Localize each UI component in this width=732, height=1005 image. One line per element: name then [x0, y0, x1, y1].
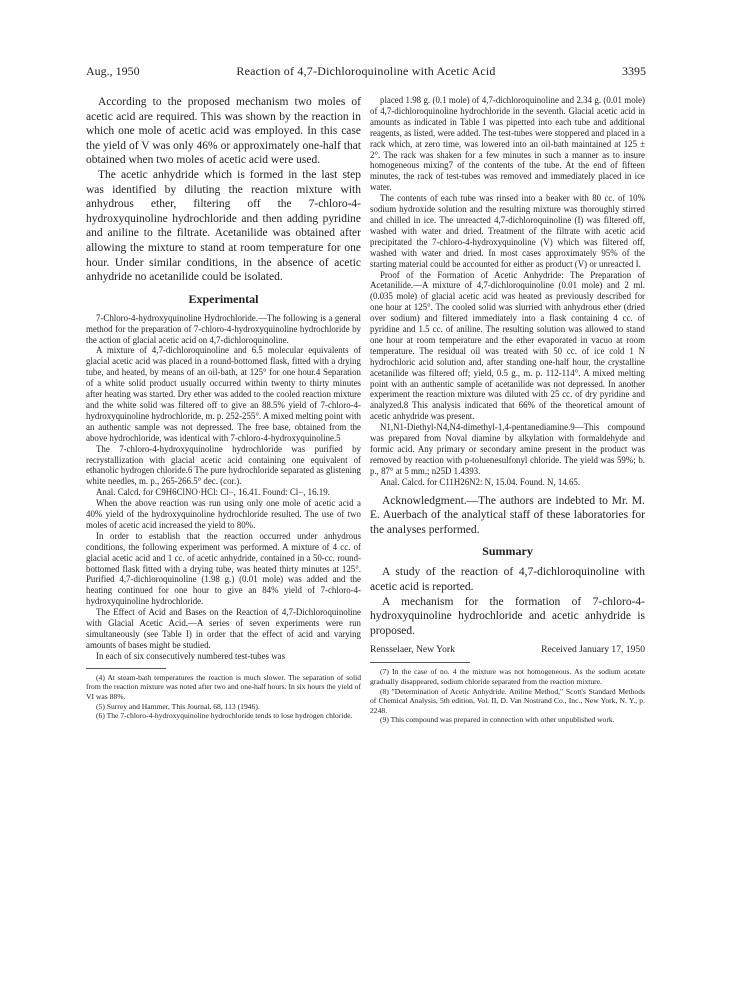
summary-item: A study of the reaction of 4,7-dichloroquinoline with acetic acid is reported.: [370, 566, 645, 593]
paragraph: The Effect of Acid and Bases on the Reaction of 4,7-Dichloroquinoline with Glacial Acetic Acid.—A series of seven experiments were run simultaneously (see Table I) in order that the effect of acid and varying amounts of bases might be studied.: [86, 607, 361, 650]
received-date: Received January 17, 1950: [541, 644, 645, 656]
footnote-divider: [370, 662, 470, 663]
header-date: Aug., 1950: [86, 64, 140, 78]
footnote: (4) At steam-bath temperatures the reaction is much slower. The separation of solid from the reaction mixture was noted after two and one-half hours. In six hours the yield of VI was 88%.: [86, 672, 361, 701]
paragraph: placed 1.98 g. (0.1 mole) of 4,7-dichloroquinoline and 2.34 g. (0.01 mole) of 4,7-dichloroquinoline hydrochloride in the seventh. Glacial acetic acid in amounts as indicated in Table I was pipetted into each tube and additional reagents, as listed, were added. The test-tubes were stoppered and placed in a rack which, at zero time, was lowered into an oil-bath maintained at 125 ± 2°. The rack was shaken for a few minutes in such a manner as to insure homogeneous mixing7 of the contents of the tube. At the end of fifteen minutes, the rack of test-tubes was removed and immediately placed in ice water.: [370, 95, 645, 193]
paragraph: In order to establish that the reaction occurred under anhydrous conditions, the following experiment was performed. A mixture of 4 cc. of glacial acetic acid and 1 cc. of acetic anhydride, contained in a 50-cc. round-bottomed flask fitted with a drying tube, was heated thirty minutes at 125°. Purified 4,7-dichloroquinoline (1.98 g.) (0.01 mole) was added and the heating continued for one hour to give an 84% yield of 7-chloro-4-hydroxyquinoline hydrochloride.: [86, 530, 361, 607]
footnote-divider: [86, 668, 166, 669]
paragraph: The acetic anhydride which is formed in the last step was identified by diluting the reaction mixture with anhydrous ether, filtering off the 7-chloro-4-hydroxyquinoline hydrochloride and then adding pyridine and aniline to the filtrate. Acetanilide was obtained after allowing the mixture to stand at room temperature for one hour. Under similar conditions, in the absence of acetic anhydride no acetanilide could be isolated.: [86, 168, 361, 284]
paragraph: The contents of each tube was rinsed into a beaker with 80 cc. of 10% sodium hydroxide solution and the resulting mixture was thoroughly stirred and chilled in ice. The unreacted 4,7-dichloroquinoline (I) was filtered off, washed with water and dried. Treatment of the filtrate with acetic acid precipitated the 7-chloro-4-hydroxyquinoline (V) which was filtered off, washed with water and dried. In most cases approximately 95% of the starting material could be accounted for either as product (V) or unreacted I.: [370, 193, 645, 269]
header-title: Reaction of 4,7-Dichloroquinoline with Acetic Acid: [236, 64, 496, 78]
running-header: [86, 64, 646, 80]
footnote: (9) This compound was prepared in connection with other unpublished work.: [380, 715, 615, 725]
footnote: (5) Surrey and Hammer, This Journal, 68, 113 (1946).: [96, 701, 260, 711]
affiliation-line: [370, 644, 645, 655]
summary-item: A mechanism for the formation of 7-chloro-4-hydroxyquinoline hydrochloride and acetic anhydride is proposed.: [370, 595, 645, 637]
footnote: (7) In the case of no. 4 the mixture was not homogeneous. As the sodium acetate gradually disappeared, sodium chloride separated from the reaction mixture.: [370, 667, 645, 686]
paragraph: A mixture of 4,7-dichloroquinoline and 6.5 molecular equivalents of glacial acetic acid was placed in a round-bottomed flask, fitted with a drying tube, and heated, by means of an oil-bath, at 125° for one hour.4 Separation of a white solid product usually occurred within twenty to thirty minutes after heating was started. Dry ether was added to the cooled reaction mixture and the white solid was filtered off to give an 88.5% yield of 7-chloro-4-hydroxyquinoline hydrochloride, m. p. 252-255°. A mixed melting point with an authentic sample was not depressed. The free base, obtained from the above hydrochloride, was identical with 7-chloro-4-hydroxyquinoline.5: [86, 345, 361, 443]
paragraph: In each of six consecutively numbered test-tubes was: [96, 650, 286, 661]
paragraph: According to the proposed mechanism two moles of acetic acid are required. This was shown by the reaction in which one mole of acetic acid was employed. In this case the yield of V was only 46% or approximately one-half that obtained when two moles of acetic acid were used.: [86, 96, 361, 167]
right-column: [370, 95, 645, 725]
left-column: [86, 95, 361, 721]
paragraph: The 7-chloro-4-hydroxyquinoline hydrochloride was purified by recrystallization with glacial acetic acid containing one equivalent of ethanolic hydrogen chloride.6 The pure hydrochloride separated as glistening white needles, m. p., 265-266.5° dec. (cor.).: [86, 443, 361, 487]
location: Rensselaer, New York: [370, 644, 455, 656]
paragraph: When the above reaction was run using only one mole of acetic acid a 40% yield of the hydroxyquinoline hydrochloride resulted. The use of two moles of acetic acid increased the yield to 80%.: [86, 498, 361, 530]
analysis-line: Anal. Calcd. for C11H26N2: N, 15.04. Found. N, 14.65.: [380, 476, 581, 487]
acknowledgment: Acknowledgment.—The authors are indebted to Mr. M. E. Auerbach of the analytical staff of these laboratories for the analyses performed.: [370, 494, 645, 536]
paragraph: 7-Chloro-4-hydroxyquinoline Hydrochloride.—The following is a general method for the preparation of 7-chloro-4-hydroxyquinoline hydrochloride by the action of glacial acetic acid on 4,7-dichloroquinoline.: [86, 312, 361, 345]
footnote: (6) The 7-chloro-4-hydroxyquinoline hydrochloride tends to lose hydrogen chloride.: [96, 711, 353, 721]
paragraph: N1,N1-Diethyl-N4,N4-dimethyl-1,4-pentanediamine.9—This compound was prepared from Noval diamine by alkylation with formaldehyde and formic acid. Any primary or secondary amine present in the product was removed by reaction with p-toluenesulfonyl chloride. The yield was 59%; b. p., 87° at 5 mm.; n25D 1.4393.: [370, 422, 645, 476]
page-number: 3395: [622, 64, 646, 78]
analysis-line: Anal. Calcd. for C9H6ClNO·HCl: Cl−, 16.41. Found: Cl−, 16.19.: [96, 487, 330, 498]
section-heading-experimental: Experimental: [188, 291, 259, 306]
section-heading-summary: Summary: [482, 544, 533, 559]
paragraph: Proof of the Formation of Acetic Anhydride: The Preparation of Acetanilide.—A mixture of 4,7-dichloroquinoline (0.01 mole) and 2 ml. (0.035 mole) of glacial acetic acid was heated as previously described for one hour at 125°. The cooled solid was slurried with anhydrous ether (dried over sodium) and filtered immediately into a flask containing 4 cc. of pyridine and 1.5 cc. of aniline. The resulting solution was allowed to stand one hour at room temperature and the ether evaporated in vacuo at room temperature. The residual oil was treated with 50 cc. of ice cold 1 N hydrochloric acid solution and, after standing one-half hour, the crystalline acetanilide was filtered off; yield, 0.5 g., m. p. 112-114°. A mixed melting point with an authentic sample of acetanilide was not depressed. In another experiment the reaction mixture was diluted with 25 cc. of dry pyridine and analyzed.8 This analysis indicated that 66% of the theoretical amount of acetic anhydride was present.: [370, 269, 645, 422]
footnote: (8) "Determination of Acetic Anhydride. Aniline Method," Scott's Standard Methods of Chemical Analysis, 5th edition, Vol. II, D. Van Nostrand Co., Inc., New York, N. Y., p. 2248.: [370, 686, 645, 715]
